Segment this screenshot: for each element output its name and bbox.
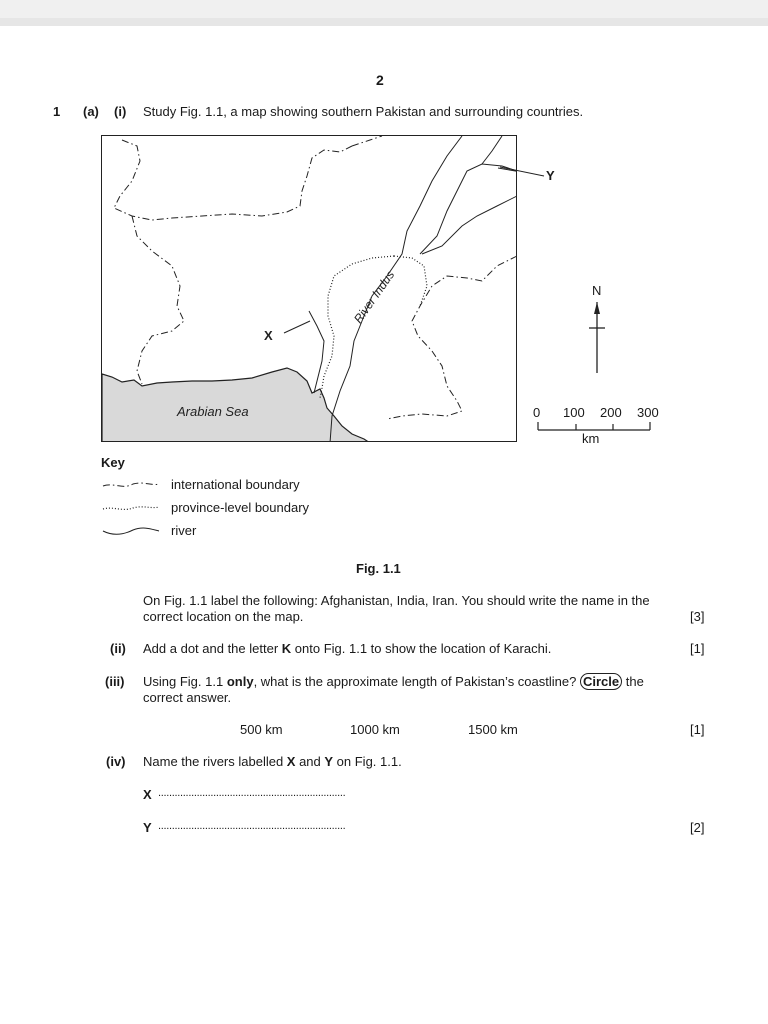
map-figure — [101, 135, 517, 442]
river-x — [309, 311, 324, 393]
q-iv-number: (iv) — [106, 754, 126, 769]
international-boundary-line-icon — [101, 478, 161, 492]
key-label-river: river — [171, 523, 197, 538]
afghanistan-pakistan-boundary-north — [352, 136, 382, 146]
arabian-sea-label: Arabian Sea — [177, 404, 249, 419]
x-map-label: X — [264, 328, 273, 343]
north-arrow-icon — [586, 298, 608, 376]
iran-afghanistan-boundary — [114, 140, 352, 220]
north-label: N — [592, 283, 602, 298]
question-number: 1 — [53, 104, 61, 119]
option-1000km[interactable]: 1000 km — [350, 722, 400, 737]
answer-y-label: Y — [143, 820, 152, 835]
option-1500km[interactable]: 1500 km — [468, 722, 518, 737]
river-tributary-mid — [422, 196, 517, 254]
river-line-icon — [101, 523, 161, 539]
q-i-marks: [3] — [690, 609, 705, 624]
q-iv-text: Name the rivers labelled X and Y on Fig. 1.1. — [143, 754, 402, 769]
key-label-international: international boundary — [171, 477, 300, 492]
q-iv-marks: [2] — [690, 820, 705, 835]
answer-y-line[interactable]: .................................................................... — [158, 820, 346, 832]
page-number: 2 — [376, 72, 384, 88]
q-ii-marks: [1] — [690, 641, 705, 656]
q-iii-number: (iii) — [105, 674, 125, 689]
scale-tick-300: 300 — [637, 405, 659, 420]
river-indus — [330, 136, 462, 442]
key-title: Key — [101, 455, 125, 470]
river-tributary-north — [482, 136, 502, 164]
key-label-province: province-level boundary — [171, 500, 310, 515]
q-iii-text-line-2: correct answer. — [143, 690, 232, 705]
q-i-text-line-1: On Fig. 1.1 label the following: Afghanistan, India, Iran. You should write the name in the — [143, 593, 650, 608]
q-iii-text: Using Fig. 1.1 only, what is the approximate length of Pakistan’s coastline? Circle the — [143, 674, 644, 689]
question-part: (a) — [83, 104, 99, 119]
figure-caption: Fig. 1.1 — [356, 561, 401, 576]
y-leader-ext — [500, 160, 570, 190]
india-pakistan-boundary — [387, 256, 517, 419]
province-boundary-line-icon — [101, 501, 161, 515]
question-intro: Study Fig. 1.1, a map showing southern Pakistan and surrounding countries. — [143, 104, 584, 119]
scale-tick-200: 200 — [600, 405, 622, 420]
question-sub-i: (i) — [114, 104, 127, 119]
q-ii-text: Add a dot and the letter K onto Fig. 1.1 to show the location of Karachi. — [143, 641, 552, 656]
iran-pakistan-boundary — [132, 216, 184, 384]
scale-tick-0: 0 — [533, 405, 541, 420]
circle-word: Circle — [580, 673, 622, 690]
map-svg — [102, 136, 517, 442]
option-500km[interactable]: 500 km — [240, 722, 283, 737]
y-map-label: Y — [546, 168, 555, 183]
answer-x-line[interactable]: .................................................................... — [158, 787, 346, 799]
province-boundary-east — [394, 256, 427, 306]
scale-tick-100: 100 — [563, 405, 585, 420]
river-indus-label: River Indus — [350, 267, 398, 326]
answer-x-label: X — [143, 787, 152, 802]
scale-unit: km — [582, 431, 600, 446]
q-iii-marks: [1] — [690, 722, 705, 737]
q-i-text-line-2: correct location on the map. — [143, 609, 304, 624]
q-ii-number: (ii) — [110, 641, 126, 656]
x-leader-line — [284, 321, 310, 333]
viewer-top-bar — [0, 0, 768, 26]
